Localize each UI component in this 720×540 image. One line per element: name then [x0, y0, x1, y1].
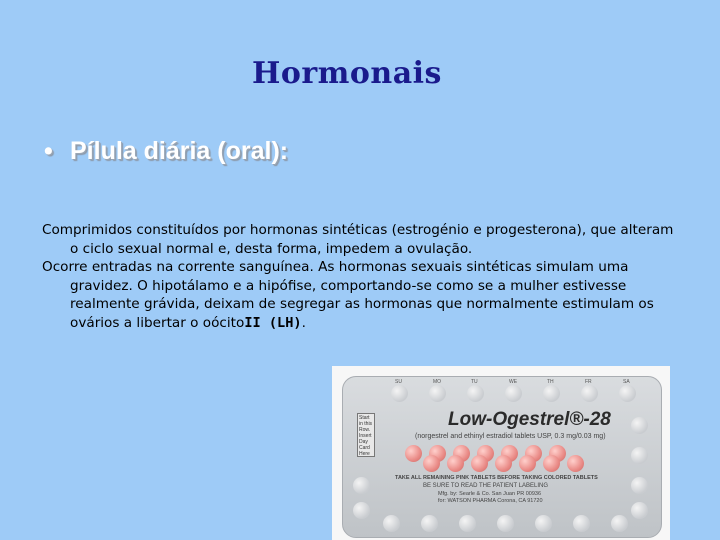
blister-bottom [611, 515, 628, 532]
pink-pill [519, 455, 536, 472]
pill-pack-brand: Low-Ogestrel®-28 [448, 409, 611, 430]
body-text [42, 221, 682, 332]
blister-bottom [573, 515, 590, 532]
start-day-box: Start in this Row. Insert Day Card Here [357, 413, 375, 457]
blister-top [467, 385, 484, 402]
blister-bottom [535, 515, 552, 532]
pink-pill [405, 445, 422, 462]
blister-top [391, 385, 408, 402]
blister-side [631, 477, 648, 494]
pill-pack-line-4: Mfg. by: Searle & Co. San Juan PR 00936 [438, 491, 542, 497]
paragraph-2 [42, 258, 682, 332]
pill-pack-line-1: (norgestrel and ethinyl estradiol tablets USP, 0.3 mg/0.03 mg) [415, 433, 606, 440]
pink-pill [495, 455, 512, 472]
slide-title: Hormonais [252, 56, 442, 91]
blister-side [353, 502, 370, 519]
blister-top [505, 385, 522, 402]
day-label: TH [547, 379, 554, 385]
pill-pack-line-3: BE SURE TO READ THE PATIENT LABELING [423, 483, 549, 489]
paragraph-1: Comprimidos constituídos por hormonas sintéticas (estrogénio e progesterona), que alteram o ciclo sexual normal e, desta forma, impedem a ovulação. [42, 222, 674, 257]
pill-pack-line-2: TAKE ALL REMAINING PINK TABLETS BEFORE TAKING COLORED TABLETS [395, 475, 598, 481]
paragraph-2-tail: II (LH) [244, 314, 302, 331]
pill-pack-photo [332, 366, 670, 540]
paragraph-2-end: . [301, 314, 306, 331]
blister-top [543, 385, 560, 402]
day-label: WE [509, 379, 518, 385]
bullet-heading-text: Pílula diária (oral): [70, 137, 289, 165]
pink-pill [543, 455, 560, 472]
blister-side [631, 502, 648, 519]
blister-side [631, 447, 648, 464]
blister-side [631, 417, 648, 434]
day-label: TU [471, 379, 478, 385]
paragraph-2-main: Ocorre entradas na corrente sanguínea. As hormonas sexuais sintéticas simulam uma gravidez. O hipotálamo e a hipófise, comportando-se como se a mulher estivesse realmente grávida, deixam de segregar as hormonas que normalmente estimulam os ovários a libertar o oócito [42, 259, 654, 331]
pill-pack-card [342, 376, 662, 538]
blister-top [619, 385, 636, 402]
day-label: MO [433, 379, 442, 385]
bullet-icon: • [44, 137, 53, 165]
pink-pill [447, 455, 464, 472]
day-label: SU [395, 379, 402, 385]
blister-bottom [421, 515, 438, 532]
pink-pill [423, 455, 440, 472]
day-label: SA [623, 379, 630, 385]
bullet-heading [44, 137, 288, 166]
day-label: FR [585, 379, 592, 385]
blister-side [353, 477, 370, 494]
blister-bottom [459, 515, 476, 532]
pink-pill [567, 455, 584, 472]
blister-bottom [383, 515, 400, 532]
pill-pack-line-5: for: WATSON PHARMA Corona, CA 91720 [438, 498, 543, 504]
pink-pill [471, 455, 488, 472]
blister-top [429, 385, 446, 402]
blister-bottom [497, 515, 514, 532]
blister-top [581, 385, 598, 402]
